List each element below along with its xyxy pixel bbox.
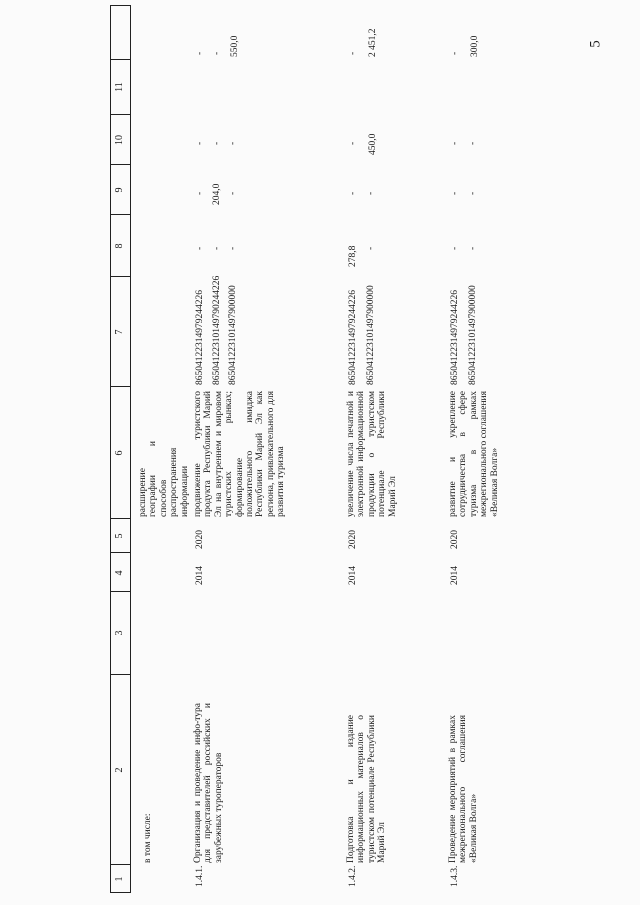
row-year-end: 2020 xyxy=(348,530,358,549)
col-sep xyxy=(110,59,130,60)
header-col-8: 8 xyxy=(114,243,125,249)
intro-label: в том числе: xyxy=(143,813,153,863)
row-col10: 450,0 xyxy=(368,133,378,155)
row-col9: - xyxy=(348,191,358,195)
row-col10: - xyxy=(348,141,358,145)
row-col11: - xyxy=(348,51,358,55)
intro-description: расширение географии и способов распространения информации xyxy=(138,441,190,517)
col-sep xyxy=(110,5,130,6)
row-col8: - xyxy=(468,246,478,250)
header-col-3: 3 xyxy=(114,630,125,636)
row-col8: - xyxy=(228,246,238,250)
header-col-9: 9 xyxy=(114,187,125,193)
row-code: 86504122314979244226 xyxy=(195,290,205,385)
row-description: увеличение числа печатной и электронной информационной продукции о туристском потенциале Республики Марий Эл xyxy=(346,391,398,517)
row-description: развитие и укрепление сотрудничества в сфере туризма в рамках межрегионального соглашения «Великая Волга» xyxy=(448,391,500,517)
header-col-1: 1 xyxy=(114,876,125,882)
header-col-6: 6 xyxy=(114,450,125,456)
header-col-4: 4 xyxy=(114,570,125,576)
row-col10: - xyxy=(228,141,238,145)
header-col-11: 11 xyxy=(114,82,125,92)
header-col-5: 5 xyxy=(114,533,125,539)
row-col9: - xyxy=(468,191,478,195)
row-col11: - xyxy=(212,51,222,55)
row-col9: - xyxy=(195,191,205,195)
row-year-end: 2020 xyxy=(195,530,205,549)
row-col11: - xyxy=(450,51,460,55)
header-col-7: 7 xyxy=(114,329,125,335)
row-col11: 550,0 xyxy=(230,35,240,57)
col-sep xyxy=(110,552,130,553)
page-number: 5 xyxy=(587,40,604,48)
row-col9: 204,0 xyxy=(212,183,222,205)
col-sep xyxy=(110,114,130,115)
row-col11: 300,0 xyxy=(470,35,480,57)
row-year-end: 2020 xyxy=(450,530,460,549)
row-col8: 278,8 xyxy=(348,245,358,267)
row-col10: - xyxy=(450,141,460,145)
col-sep xyxy=(110,214,130,215)
header-col-10: 10 xyxy=(114,135,125,145)
row-col10: - xyxy=(195,141,205,145)
col-sep xyxy=(110,591,130,592)
row-name: Организация и проведение инфо-тура для представителей российских и зарубежных туроператоров xyxy=(193,703,224,863)
row-col8: - xyxy=(450,246,460,250)
row-description: продвижение туристского продукта Республики Марий Эл на внутреннем и мировом туристских рынках; формирование положительного имиджа Республики Марий Эл как региона, привлекательного для развития туризма xyxy=(193,391,287,517)
row-year-start: 2014 xyxy=(348,566,358,585)
col-sep xyxy=(110,164,130,165)
header-bottom-rule xyxy=(130,5,131,893)
col-sep xyxy=(110,892,130,893)
row-col9: - xyxy=(366,191,376,195)
row-code: 86504122314979244226 xyxy=(348,290,358,385)
row-code: 865041223101497900000 xyxy=(228,285,238,385)
col-sep xyxy=(110,674,130,675)
header-top-rule xyxy=(110,5,111,893)
row-code: 86504122314979244226 xyxy=(450,290,460,385)
row-name: Проведение мероприятий в рамках межрегионального соглашения «Великая Волга» xyxy=(448,715,479,863)
row-col9: - xyxy=(228,191,238,195)
row-col8: - xyxy=(366,246,376,250)
row-col9: - xyxy=(450,191,460,195)
row-code: 86504122310149790244226 xyxy=(212,275,222,385)
row-col8: - xyxy=(195,246,205,250)
row-code: 865041223101497900000 xyxy=(468,285,478,385)
col-sep xyxy=(110,518,130,519)
col-sep xyxy=(110,864,130,865)
row-col10: - xyxy=(212,141,222,145)
row-col10: - xyxy=(468,141,478,145)
col-sep xyxy=(110,276,130,277)
row-col11: 2 451,2 xyxy=(368,28,378,57)
col-sep xyxy=(110,386,130,387)
row-code: 865041223101497900000 xyxy=(366,285,376,385)
row-number: 1.4.3. xyxy=(450,865,460,887)
row-year-start: 2014 xyxy=(195,566,205,585)
header-col-2: 2 xyxy=(114,767,125,773)
row-name: Подготовка и издание информационных материалов о туристском потенциале Республики Марий Эл xyxy=(346,715,388,863)
row-col8: - xyxy=(212,246,222,250)
row-number: 1.4.1. xyxy=(195,865,205,887)
row-year-start: 2014 xyxy=(450,566,460,585)
row-number: 1.4.2. xyxy=(348,865,358,887)
row-col11: - xyxy=(195,51,205,55)
